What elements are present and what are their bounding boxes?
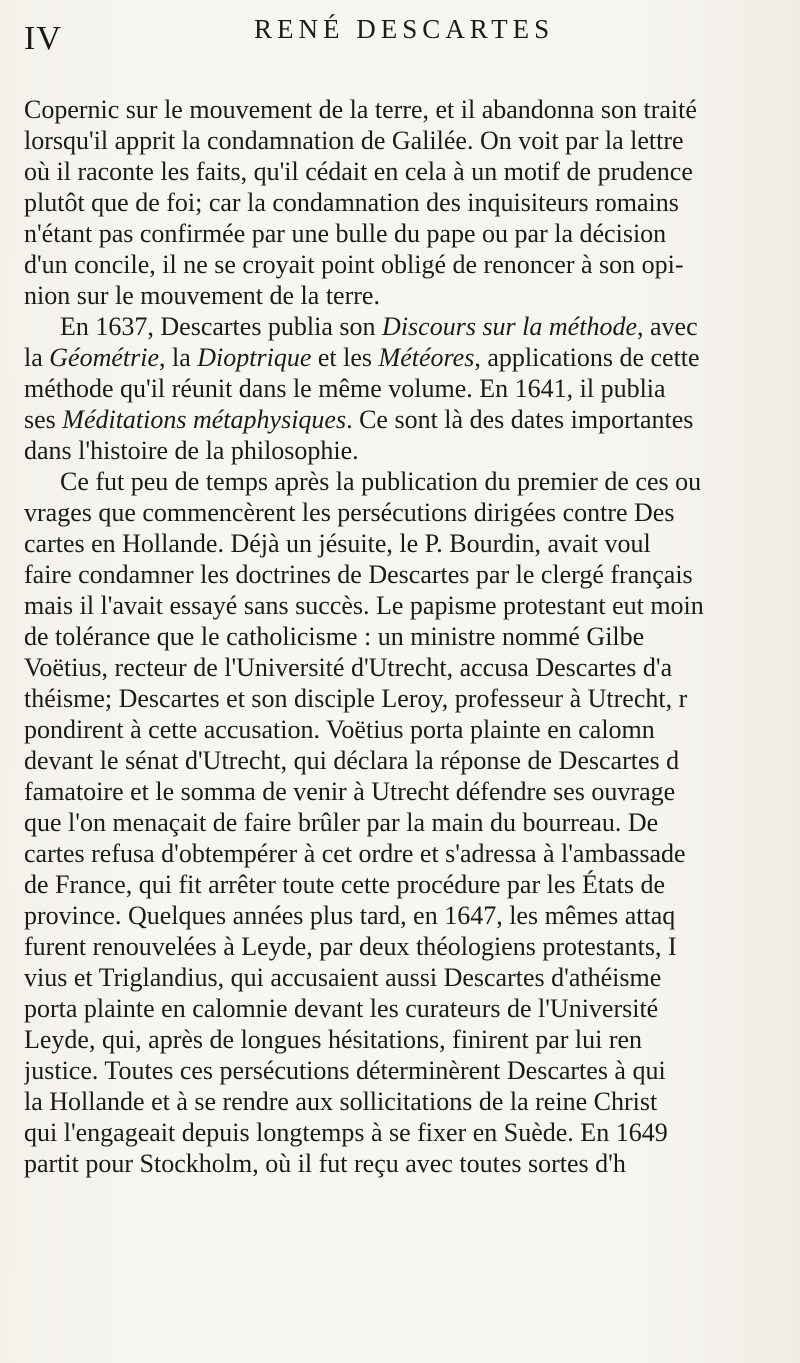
running-head: RENÉ DESCARTES <box>254 14 555 44</box>
book-title-meditations: Méditations métaphysiques <box>62 405 347 434</box>
text-line <box>24 311 800 342</box>
text-line: de tolérance que le catholicisme : un ministre nommé Gilbe <box>24 622 645 651</box>
book-title-discours: Discours sur la méthode <box>382 312 637 341</box>
text-line: devant le sénat d'Utrecht, qui déclara la réponse de Descartes d <box>24 746 680 775</box>
text-line <box>24 404 800 435</box>
text-line: vrages que commencèrent les persécutions dirigées contre Des <box>24 498 675 527</box>
text-segment: , avec <box>636 312 698 341</box>
text-line: vius et Triglandius, qui accusaient aussi Descartes d'athéisme <box>24 963 662 992</box>
text-line: Ce fut peu de temps après la publication du premier de ces ou <box>60 467 702 496</box>
text-line: Voëtius, recteur de l'Université d'Utrecht, accusa Descartes d'a <box>24 653 673 682</box>
text-line: la Hollande et à se rendre aux sollicitations de la reine Christ <box>24 1087 658 1116</box>
text-line: Leyde, qui, après de longues hésitations, finirent par lui ren <box>24 1025 643 1054</box>
text-line: plutôt que de foi; car la condamnation des inquisiteurs romains <box>24 188 679 217</box>
text-line: cartes en Hollande. Déjà un jésuite, le P. Bourdin, avait voul <box>24 529 651 558</box>
text-line: nion sur le mouvement de la terre. <box>24 281 380 310</box>
book-title-meteores: Météores <box>378 343 475 372</box>
text-line: cartes refusa d'obtempérer à cet ordre et s'adressa à l'ambassade <box>24 839 686 868</box>
book-title-dioptrique: Dioptrique <box>197 343 312 372</box>
page-number: IV <box>24 20 62 57</box>
text-line: que l'on menaçait de faire brûler par la main du bourreau. De <box>24 808 659 837</box>
text-line: d'un concile, il ne se croyait point obligé de renoncer à son opi- <box>24 250 684 279</box>
text-segment: En 1637, Descartes publia son <box>60 312 383 341</box>
text-line: province. Quelques années plus tard, en 1647, les mêmes attaq <box>24 901 676 930</box>
text-line: de France, qui fit arrêter toute cette procédure par les États de <box>24 870 666 899</box>
text-line: où il raconte les faits, qu'il cédait en cela à un motif de prudence <box>24 157 693 186</box>
text-line: justice. Toutes ces persécutions déterminèrent Descartes à qui <box>24 1056 666 1085</box>
text-line: dans l'histoire de la philosophie. <box>24 436 359 465</box>
text-line: lorsqu'il apprit la condamnation de Galilée. On voit par la lettre <box>24 126 684 155</box>
text-line: qui l'engageait depuis longtemps à se fixer en Suède. En 1649 <box>24 1118 668 1147</box>
text-line: famatoire et le somma de venir à Utrecht défendre ses ouvrage <box>24 777 676 806</box>
text-segment: la <box>24 343 50 372</box>
book-title-geometrie: Géométrie <box>49 343 160 372</box>
text-line: mais il l'avait essayé sans succès. Le papisme protestant eut moin <box>24 591 704 620</box>
text-segment: , applications de cette <box>474 343 700 372</box>
text-line: n'étant pas confirmée par une bulle du pape ou par la décision <box>24 219 667 248</box>
text-segment: et les <box>311 343 379 372</box>
text-line: furent renouvelées à Leyde, par deux théologiens protestants, I <box>24 932 677 961</box>
text-line: partit pour Stockholm, où il fut reçu avec toutes sortes d'h <box>24 1149 626 1178</box>
text-segment: ses <box>24 405 63 434</box>
text-line: porta plainte en calomnie devant les curateurs de l'Université <box>24 994 659 1023</box>
body-text <box>24 94 800 1179</box>
text-line: méthode qu'il réunit dans le même volume. En 1641, il publia <box>24 374 666 403</box>
text-line <box>24 342 800 373</box>
text-line: Copernic sur le mouvement de la terre, et il abandonna son traité <box>24 95 697 124</box>
text-line: pondirent à cette accusation. Voëtius porta plainte en calomn <box>24 715 655 744</box>
text-line: faire condamner les doctrines de Descartes par le clergé français <box>24 560 693 589</box>
text-line: théisme; Descartes et son disciple Leroy, professeur à Utrecht, r <box>24 684 688 713</box>
text-segment: . Ce sont là des dates importantes <box>346 405 694 434</box>
text-segment: , la <box>159 343 198 372</box>
